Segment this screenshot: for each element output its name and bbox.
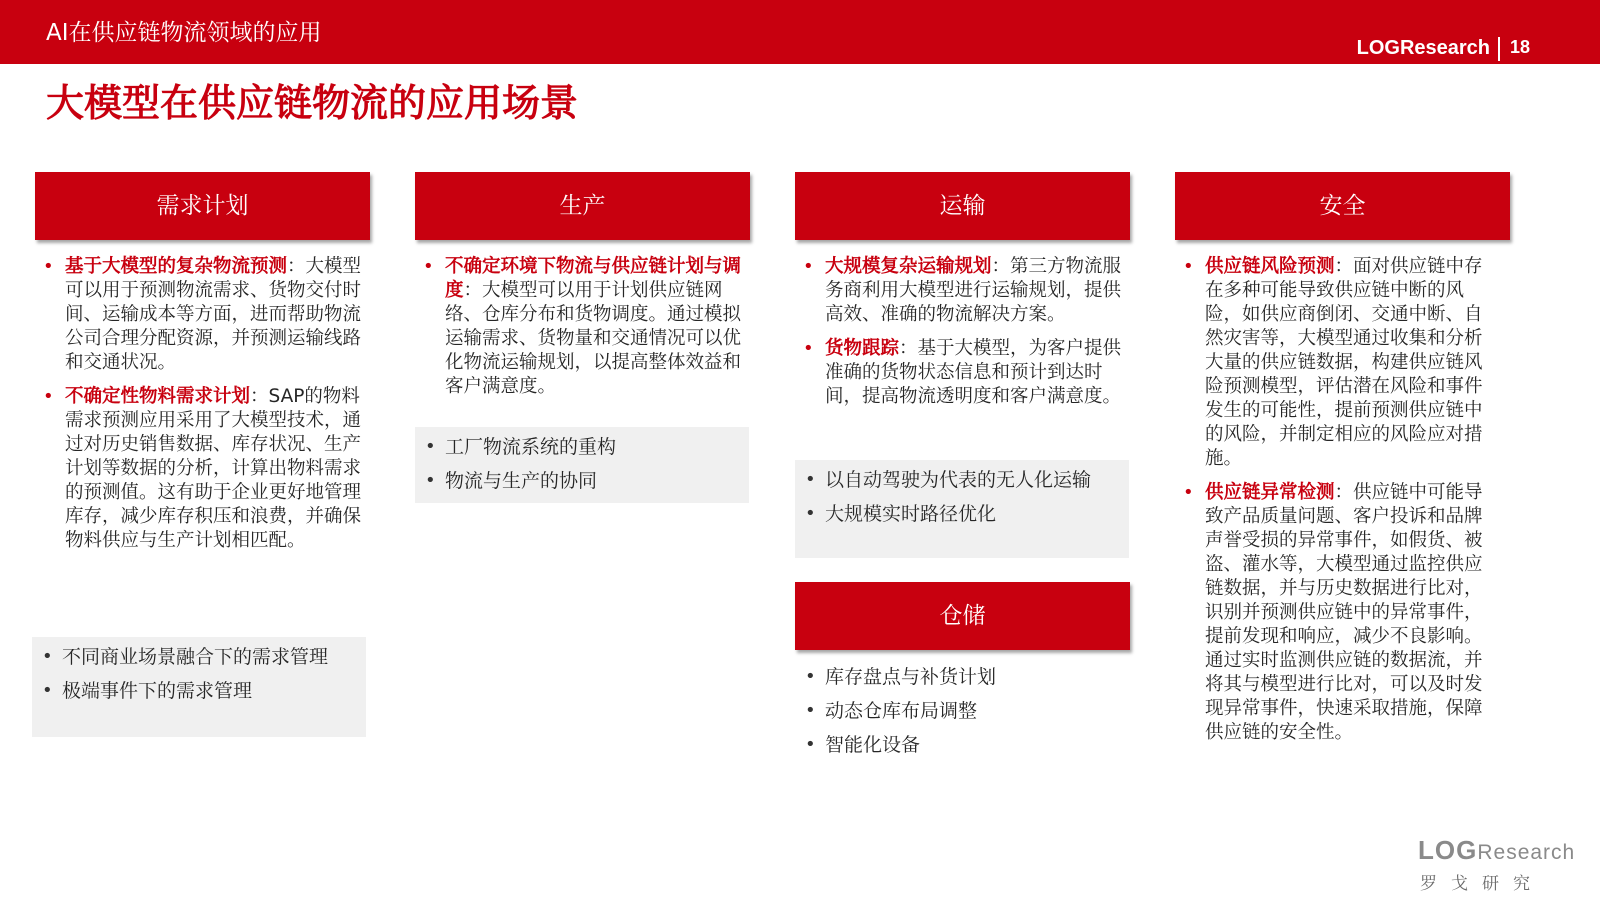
logresearch-logo [1418, 835, 1576, 895]
security-item-2-keyword: 供应链异常检测 [1205, 482, 1335, 503]
demand-item-1-text: ：大模型可以用于预测物流需求、货物交付时间、运输成本等方面，进而帮助物流公司合理分配资源，并预测运输线路和交通状况。 [65, 256, 362, 373]
security-item-2-text: ：供应链中可能导致产品质量问题、客户投诉和品牌声誉受损的异常事件，如假货、被盗、灌水等，大模型通过监控供应链数据，并与历史数据进行比对，识别并预测供应链中的异常事件，提前发现和响应，减少不良影响。通过实时监测供应链的数据流，并将其与模型进行比对，可以及时发现异常事件，快速采取措施，保障供应链的安全性。 [1205, 482, 1483, 743]
header-security: 安全 [1175, 172, 1510, 240]
brand-name: LOGResearch [1356, 37, 1490, 59]
page-title: 大模型在供应链物流的应用场景 [46, 81, 579, 125]
production-item-1-text: ：大模型可以用于计划供应链网络、仓库分布和货物调度。通过模拟运输需求、货物量和交通情况可以优化物流运输规划，以提高整体效益和客户满意度。 [445, 280, 742, 397]
security-item-1-text: ：面对供应链中存在多种可能导致供应链中断的风险，如供应商倒闭、交通中断、自然灾害等，大模型通过收集和分析大量的供应链数据，构建供应链风险预测模型，评估潜在风险和事件发生的可能性，提前预测供应链中的风险，并制定相应的风险应对措施。 [1205, 256, 1483, 469]
page-number: 18 [1510, 37, 1531, 57]
transport-scenario-box [795, 460, 1129, 558]
production-scenario-box [415, 427, 749, 503]
demand-item-2-text: ：SAP的物料需求预测应用采用了大模型技术，通过对历史销售数据、库存状况、生产计划等数据的分析，计算出物料需求的预测值。这有助于企业更好地管理库存，减少库存积压和浪费，并确保物料供应与生产计划相匹配。 [65, 386, 362, 551]
transport-item-1-keyword: 大规模复杂运输规划 [825, 256, 992, 277]
transport-item-1-text: ：第三方物流服务商利用大模型进行运输规划，提供高效、准确的物流解决方案。 [825, 256, 1122, 325]
security-item-2 [1175, 481, 1497, 745]
transport-box-item-2: • 大规模实时路径优化 [795, 502, 1129, 526]
production-text-list [415, 255, 745, 409]
header-transport: 运输 [795, 172, 1130, 240]
demand-box-item-1: • 不同商业场景融合下的需求管理 [32, 645, 366, 669]
production-box-item-1: • 工厂物流系统的重构 [415, 435, 749, 459]
warehouse-list [795, 665, 1125, 767]
demand-scenario-box [32, 637, 366, 737]
header-production: 生产 [415, 172, 750, 240]
security-item-1 [1175, 255, 1497, 471]
demand-box-list [32, 637, 366, 703]
transport-item-2-text: ：基于大模型，为客户提供准确的货物状态信息和预计到达时间，提高物流透明度和客户满意度。 [825, 338, 1122, 407]
warehouse-item-2: • 动态仓库布局调整 [795, 699, 1125, 723]
transport-box-item-1: • 以自动驾驶为代表的无人化运输 [795, 468, 1129, 492]
warehouse-item-1: • 库存盘点与补货计划 [795, 665, 1125, 689]
demand-text-list [35, 255, 365, 563]
demand-item-1-keyword: 基于大模型的复杂物流预测 [65, 256, 288, 277]
brand-divider [1498, 37, 1500, 61]
header-demand-planning: 需求计划 [35, 172, 370, 240]
warehouse-item-3: • 智能化设备 [795, 733, 1125, 757]
logo-chinese: 罗戈研究 [1420, 874, 1544, 894]
production-box-list [415, 427, 749, 493]
logo-wordmark [1418, 835, 1575, 866]
logo-word-big: LOG [1418, 835, 1478, 865]
production-box-item-2: • 物流与生产的协同 [415, 469, 749, 493]
demand-item-1 [35, 255, 365, 375]
production-item-1-keyword: 不确定环境下物流与供应链计划与调度 [445, 256, 742, 301]
demand-item-2-keyword: 不确定性物料需求计划 [65, 386, 251, 407]
logo-word-small: Research [1477, 841, 1576, 864]
production-item-1 [415, 255, 745, 399]
transport-item-2 [795, 337, 1125, 409]
demand-box-item-2: • 极端事件下的需求管理 [32, 679, 366, 703]
transport-box-list [795, 460, 1129, 526]
demand-item-2 [35, 385, 365, 553]
transport-item-1 [795, 255, 1125, 327]
security-item-1-keyword: 供应链风险预测 [1205, 256, 1335, 277]
security-text-list [1175, 255, 1497, 755]
transport-text-list [795, 255, 1125, 419]
section-title: AI在供应链物流领域的应用 [46, 20, 322, 46]
header-warehouse: 仓储 [795, 582, 1130, 650]
transport-item-2-keyword: 货物跟踪 [825, 338, 900, 359]
